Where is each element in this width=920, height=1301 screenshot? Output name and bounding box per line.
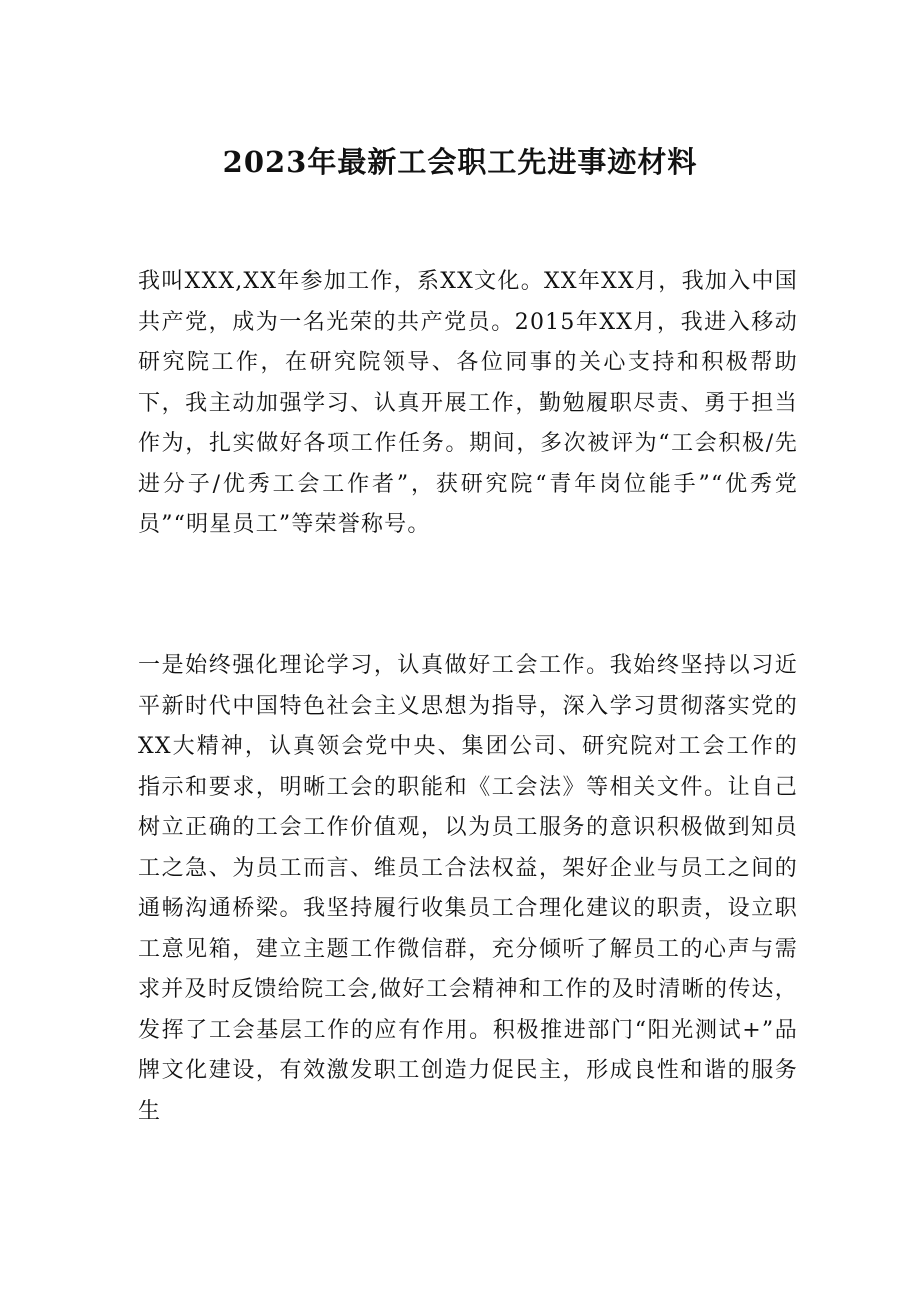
document-title: 2023年最新工会职工先进事迹材料: [222, 145, 698, 179]
paragraph-intro: 我叫XXX,XX年参加工作，系XX文化。XX年XX月，我加入中国共产党，成为一名光荣的共产党员。2015年XX月，我进入移动研究院工作，在研究院领导、各位同事的关心支持和积极帮助下，我主动加强学习、认真开展工作，勤勉履职尽责、勇于担当作为，扎实做好各项工作任务。期间，多次被评为“工会积极/先进分子/优秀工会工作者”，获研究院“青年岗位能手”“优秀党员”“明星员工”等荣誉称号。: [138, 269, 798, 537]
paragraph-theory-study: 一是始终强化理论学习，认真做好工会工作。我始终坚持以习近平新时代中国特色社会主义思想为指导，深入学习贯彻落实党的XX大精神，认真领会党中央、集团公司、研究院对工会工作的指示和要求，明晰工会的职能和《工会法》等相关文件。让自己树立正确的工会工作价值观，以为员工服务的意识积极做到知员工之急、为员工而言、维员工合法权益，架好企业与员工之间的通畅沟通桥梁。我坚持履行收集员工合理化建议的职责，设立职工意见箱，建立主题工作微信群，充分倾听了解员工的心声与需求并及时反馈给院工会,做好工会精神和工作的及时清晰的传达，发挥了工会基层工作的应有作用。积极推进部门“阳光测试+”品牌文化建设，有效激发职工创造力促民主，形成良性和谐的服务生: [138, 653, 798, 1124]
